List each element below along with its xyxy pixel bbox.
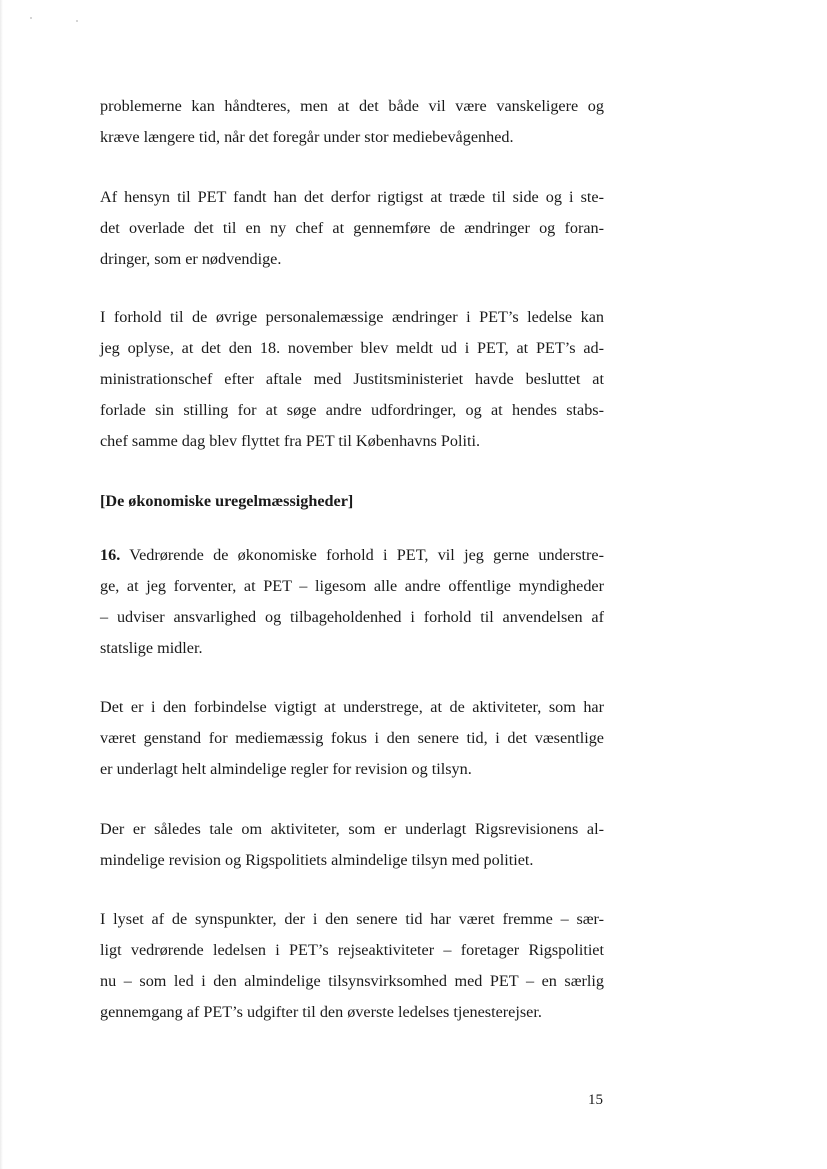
paragraph-number: 16. [100, 546, 121, 564]
page-number: 15 [588, 1092, 603, 1108]
text-line: gennemgang af PET’s udgifter til den øverste ledelses tjenesterejser. [100, 1003, 542, 1021]
text-line: mindelige revision og Rigspolitiets almindelige tilsyn med politiet. [100, 851, 534, 869]
scan-speck [76, 20, 78, 22]
text-segment: Vedrørende de økonomiske forhold i PET, vil jeg gerne understre- [120, 546, 604, 564]
paragraph-resignation-reason [100, 182, 604, 275]
paragraph-personnel-changes [100, 302, 604, 457]
text-line: forlade sin stilling for at søge andre udfordringer, og at hendes stabs- [100, 401, 604, 419]
section-heading: [De økonomiske uregelmæssigheder] [100, 492, 354, 510]
text-line: er underlagt helt almindelige regler for revision og tilsyn. [100, 760, 472, 778]
text-line: problemerne kan håndteres, men at det både vil være vanskeligere og [100, 97, 604, 115]
text-line: været genstand for mediemæssig fokus i den senere tid, i det væsentlige [100, 729, 604, 747]
text-line: I lyset af de synspunkter, der i den senere tid har været fremme – sær- [100, 910, 604, 928]
text-line: chef samme dag blev flyttet fra PET til Københavns Politi. [100, 432, 481, 450]
text-line: – udviser ansvarlighed og tilbageholdenhed i forhold til anvendelsen af [100, 608, 604, 626]
text-line: ge, at jeg forventer, at PET – ligesom alle andre offentlige myndigheder [100, 577, 604, 595]
text-line: kræve længere tid, når det foregår under stor mediebevågenhed. [100, 128, 514, 146]
text-line: I forhold til de øvrige personalemæssige ændringer i PET’s ledelse kan [100, 308, 604, 326]
scan-speck [30, 17, 32, 19]
paragraph-supervision [100, 814, 604, 876]
text-line: nu – som led i den almindelige tilsynsvirksomhed med PET – en særlig [100, 972, 604, 990]
text-line: Af hensyn til PET fandt han det derfor rigtigst at træde til side og i ste- [100, 188, 604, 206]
text-line: dringer, som er nødvendige. [100, 250, 282, 268]
text-line: statslige midler. [100, 639, 203, 657]
text-line: Der er således tale om aktiviteter, som er underlagt Rigsrevisionens al- [100, 820, 604, 838]
text-line: jeg oplyse, at det den 18. november blev meldt ud i PET, at PET’s ad- [100, 339, 604, 357]
text-line: ministrationschef efter aftale med Justitsministeriet havde besluttet at [100, 370, 604, 388]
text-line: ligt vedrørende ledelsen i PET’s rejseaktiviteter – foretager Rigspolitiet [100, 941, 604, 959]
paragraph-audit-rules [100, 692, 604, 785]
text-line: det overlade det til en ny chef at gennemføre de ændringer og foran- [100, 219, 604, 237]
text-line [100, 540, 604, 571]
paragraph-travel-review [100, 904, 604, 1028]
scan-edge-shadow [0, 0, 3, 1169]
text-line: Det er i den forbindelse vigtigt at understrege, at de aktiviteter, som har [100, 698, 604, 716]
paragraph-continuation [100, 91, 604, 153]
numbered-paragraph-16 [100, 540, 604, 664]
